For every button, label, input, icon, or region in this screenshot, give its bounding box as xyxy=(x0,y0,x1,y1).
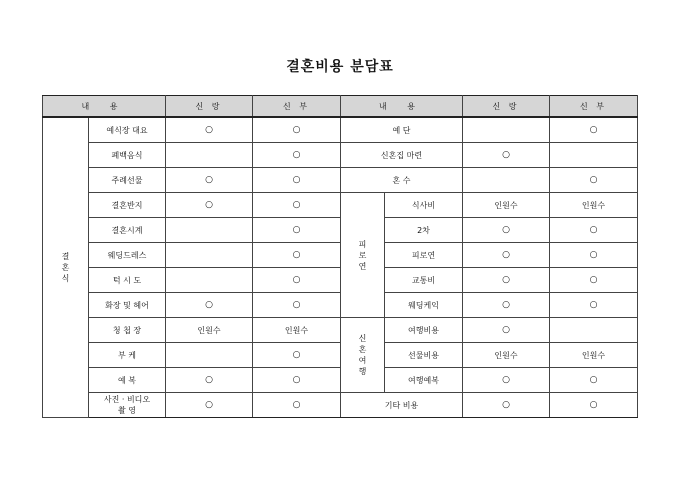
item-label: 기타 비용 xyxy=(341,393,463,418)
cost-sharing-table xyxy=(42,95,638,418)
bride-share: ○ xyxy=(253,193,341,218)
item-label: 혼 수 xyxy=(341,168,463,193)
item-label: 식사비 xyxy=(385,193,463,218)
table-row xyxy=(43,393,638,418)
groom-share: ○ xyxy=(166,117,253,143)
bride-share: ○ xyxy=(253,168,341,193)
bride-share: ○ xyxy=(253,117,341,143)
item-label: 웨딩케익 xyxy=(385,293,463,318)
bride-share: ○ xyxy=(253,343,341,368)
table-row xyxy=(43,168,638,193)
groom-share: ○ xyxy=(166,393,253,418)
document-title: 결혼비용 분담표 xyxy=(286,59,394,75)
groom-share xyxy=(463,117,550,143)
table-row xyxy=(43,343,638,368)
item-label: 여행비용 xyxy=(385,318,463,343)
table-row xyxy=(43,143,638,168)
groom-share: 인원수 xyxy=(463,343,550,368)
groom-share: ○ xyxy=(166,293,253,318)
bride-share: ○ xyxy=(253,293,341,318)
groom-share xyxy=(166,343,253,368)
groom-share: 인원수 xyxy=(463,193,550,218)
item-label: 신혼집 마련 xyxy=(341,143,463,168)
groom-share xyxy=(463,168,550,193)
bride-share: ○ xyxy=(550,243,638,268)
groom-share xyxy=(166,268,253,293)
groom-share: ○ xyxy=(463,318,550,343)
groom-share: ○ xyxy=(166,168,253,193)
item-label: 사진 · 비디오 촬 영 xyxy=(89,393,166,418)
bride-share: 인원수 xyxy=(253,318,341,343)
groom-share: ○ xyxy=(166,368,253,393)
groom-share xyxy=(166,218,253,243)
group-label-honeymoon: 신 혼 여 행 xyxy=(341,318,385,393)
bride-share: ○ xyxy=(550,117,638,143)
item-label: 피로연 xyxy=(385,243,463,268)
item-label: 주례선물 xyxy=(89,168,166,193)
bride-share: ○ xyxy=(550,393,638,418)
item-label: 청 첩 장 xyxy=(89,318,166,343)
item-label: 선물비용 xyxy=(385,343,463,368)
groom-share: ○ xyxy=(463,268,550,293)
table-row xyxy=(43,268,638,293)
group-label-ceremony: 결 혼 식 xyxy=(43,117,89,418)
item-label: 예 단 xyxy=(341,117,463,143)
table-row xyxy=(43,218,638,243)
bride-share: 인원수 xyxy=(550,343,638,368)
bride-share: ○ xyxy=(550,168,638,193)
bride-share: ○ xyxy=(253,143,341,168)
bride-share: ○ xyxy=(550,268,638,293)
groom-share: ○ xyxy=(463,393,550,418)
item-label: 결혼반지 xyxy=(89,193,166,218)
header-bride-right: 신 부 xyxy=(550,96,638,118)
bride-share: ○ xyxy=(253,243,341,268)
groom-share: ○ xyxy=(463,293,550,318)
item-label: 웨딩드레스 xyxy=(89,243,166,268)
groom-share xyxy=(166,143,253,168)
groom-share: ○ xyxy=(463,218,550,243)
header-row xyxy=(43,96,638,118)
header-content-right: 내 용 xyxy=(341,96,463,118)
item-label: 교통비 xyxy=(385,268,463,293)
item-label: 폐백음식 xyxy=(89,143,166,168)
groom-share: ○ xyxy=(463,143,550,168)
bride-share: ○ xyxy=(550,218,638,243)
table-row xyxy=(43,318,638,343)
bride-share xyxy=(550,318,638,343)
item-label: 예 복 xyxy=(89,368,166,393)
header-groom-left: 신 랑 xyxy=(166,96,253,118)
table-row xyxy=(43,293,638,318)
table-row xyxy=(43,368,638,393)
header-groom-right: 신 랑 xyxy=(463,96,550,118)
bride-share: ○ xyxy=(253,218,341,243)
header-content-left: 내 용 xyxy=(43,96,166,118)
header-bride-left: 신 부 xyxy=(253,96,341,118)
item-label: 화장 및 헤어 xyxy=(89,293,166,318)
group-label-reception: 피 로 연 xyxy=(341,193,385,318)
table-row xyxy=(43,117,638,143)
item-label: 턱 시 도 xyxy=(89,268,166,293)
item-label: 2차 xyxy=(385,218,463,243)
table-row xyxy=(43,193,638,218)
groom-share: 인원수 xyxy=(166,318,253,343)
bride-share: ○ xyxy=(550,293,638,318)
groom-share: ○ xyxy=(463,243,550,268)
bride-share: ○ xyxy=(253,268,341,293)
bride-share: ○ xyxy=(253,393,341,418)
item-label: 예식장 대요 xyxy=(89,117,166,143)
item-label: 여행예복 xyxy=(385,368,463,393)
item-label: 결혼시계 xyxy=(89,218,166,243)
bride-share: 인원수 xyxy=(550,193,638,218)
table-row xyxy=(43,243,638,268)
item-label: 부 케 xyxy=(89,343,166,368)
bride-share xyxy=(550,143,638,168)
groom-share: ○ xyxy=(463,368,550,393)
bride-share: ○ xyxy=(253,368,341,393)
groom-share xyxy=(166,243,253,268)
bride-share: ○ xyxy=(550,368,638,393)
groom-share: ○ xyxy=(166,193,253,218)
